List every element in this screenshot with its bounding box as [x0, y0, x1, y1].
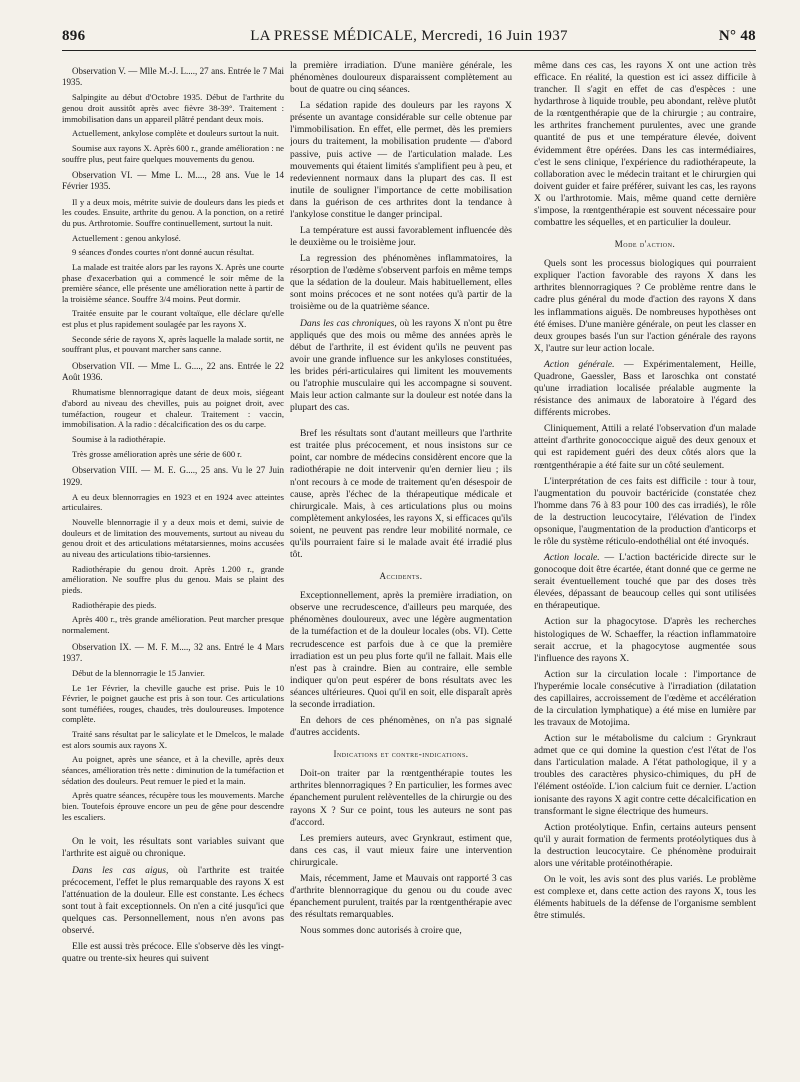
paragraph: même dans ces cas, les rayons X ont une action très efficace. En réalité, la question est ici assez difficile à trancher. Il s'agit en effet de cas d'espèces : une hydarthrose à liquide trouble, peu abondant, relève plutôt de la rœntgenthérapie que de la chirurgie ; au contraire, les arthrites franchement purulentes, avec une grande quantité de pus et une température élevée, doivent évidemment être opérées. Dans les cas intermédiaires, c'est le sens clinique, l'expérience du radiothérapeute, la collaboration avec le médecin traitant et le chirurgien qui doivent guider et faire préférer, suivant les cas, les rayons X ou l'arthrotomie. Mais, même quand cette dernière s'impose, la rœntgenthérapie est souvent nécessaire pour combattre les séquelles, et en particulier la douleur. — [534, 60, 756, 229]
paragraph: Début de la blennorragie le 15 Janvier. — [72, 667, 205, 678]
paragraph: Soumise aux rayons X. Après 600 r., grande amélioration : ne souffre plus, peut faire quelques mouvements du genou. — [62, 142, 284, 164]
paragraph: Actuellement, ankylose complète et douleurs surtout la nuit. — [72, 128, 279, 139]
paragraph: Seconde série de rayons X, après laquelle la malade sortit, ne souffrant plus, et pouvant marcher sans canne. — [62, 333, 284, 355]
paragraph: 9 séances d'ondes courtes n'ont donné aucun résultat. — [72, 247, 255, 258]
paragraph: Le 1er Février, la cheville gauche est prise. Puis le 10 Février, le poignet gauche est pris à son tour. Ces articulations sont tuméfiées, rouges, chaudes, très douloureuses. Impotence complète. — [62, 682, 284, 725]
paragraph: Mais, récemment, Jame et Mauvais ont rapporté 3 cas d'arthrite blennorragique du genou ou du coude avec épanchement purulent, traités par la rœntgenthérapie avec des résultats remarquables. — [290, 872, 512, 921]
observation-7-heading: Observation VII. — Mme L. G...., 22 ans. Entrée le 22 Août 1936. — [62, 361, 284, 383]
paragraph-text: — L'action bactéricide directe sur le gonocoque doit être écartée, étant donné que ce germe ne serait éventuellement touché que par des doses très élevées, dépassant de beaucoup celles qui sont utilisées en thérapeutique. — [534, 552, 756, 612]
paragraph: Très grosse amélioration après une série de 600 r. — [72, 448, 242, 459]
paragraph — [534, 552, 756, 612]
paragraph: La sédation rapide des douleurs par les rayons X présente un avantage considérable sur celle obtenue par l'immobilisation. En effet, elle permet, dès les premiers jours du traitement, la mobilisation prudente — d'abord passive, puis active — de l'articulation malade. Les mouvements qui étaient limités s'amplifient peu à peu, et redeviennent normaux dans la plupart des cas. Il est inutile de souligner l'importance de cette mobilisation dans la guérison de ces arthrites dont la tendance à l'ankylose constitue le danger principal. — [290, 100, 512, 220]
paragraph: Action protéolytique. Enfin, certains auteurs pensent qu'il y aurait formation de ferments protéolytiques dus à la destruction leucocytaire. Ce phénomène produirait alors une véritable protéinothérapie. — [534, 821, 756, 869]
paragraph: Les premiers auteurs, avec Grynkraut, estiment que, dans ces cas, il vaut mieux faire une intervention chirurgicale. — [290, 832, 512, 868]
section-heading-accidents: Accidents. — [379, 571, 423, 582]
paragraph: Radiothérapie des pieds. — [72, 599, 157, 610]
paragraph: La température est aussi favorablement influencée dès le deuxième ou le troisième jour. — [290, 225, 512, 249]
page-number: 896 — [62, 28, 86, 44]
paragraph — [290, 318, 512, 415]
paragraph: Soumise à la radiothérapie. — [72, 434, 166, 445]
italic-lead: Action locale. — [544, 552, 600, 564]
paragraph: Cliniquement, Attili a relaté l'observation d'un malade atteint d'arthrite gonococcique aiguë des deux genoux et qui est rapidement guéri des deux côtés alors que la rœntgenthérapie a été faite sur un côté seulement. — [534, 423, 756, 471]
italic-lead: Dans les cas chroniques, — [300, 317, 397, 329]
paragraph: Action sur la phagocytose. D'après les recherches histologiques de W. Schaeffer, la réaction inflammatoire serait accrue, et la phagocytose augmentée sous l'influence des rayons X. — [534, 616, 756, 664]
paragraph-text: où l'arthrite est traitée précocement, l'effet le plus remarquable des rayons X est l'atténuation de la douleur. Elle est constante. Les échecs sont tout à fait exceptionnels. On n'en a cité jusqu'ici que quelques cas. Personnellement, nous n'en avons pas observé. — [62, 864, 284, 936]
paragraph-text: — Expérimentalement, Heille, Quadrone, Gaessler, Bass et Iaroschka ont constaté qu'une irradiation localisée préalable augmente la résistance des animaux de laboratoire à l'égard des différents microbes. — [534, 358, 756, 419]
section-heading-indications: Indications et contre-indications. — [333, 749, 469, 760]
paragraph: En dehors de ces phénomènes, on n'a pas signalé d'autres accidents. — [290, 714, 512, 739]
issue-number: N° 48 — [718, 28, 756, 44]
paragraph: Elle est aussi très précoce. Elle s'observe dès les vingt-quatre ou trente-six heures qui suivent — [62, 941, 284, 965]
paragraph: Actuellement : genou ankylosé. — [72, 232, 181, 243]
paragraph: Nous sommes donc autorisés à croire que, — [300, 925, 462, 937]
paragraph — [62, 865, 284, 937]
paragraph: Il y a deux mois, métrite suivie de douleurs dans les pieds et les coudes. Ensuite, arthrite du genou. A la ponction, on a retiré du pus. Arthrotomie. Souffre continuellement, surtout la nuit. — [62, 196, 284, 228]
paragraph: L'interprétation de ces faits est difficile : tour à tour, l'augmentation du pouvoir bactéricide (constatée chez l'homme dans 76 à 83 pour 100 des cas irradiés), le rôle de la destruction leucocytaire, l'élévation de l'index opsonique, l'augmentation de la production d'anticorps et le rôle du système réticulo-endothélial ont été invoqués. — [534, 475, 756, 547]
paragraph: Salpingite au début d'Octobre 1935. Début de l'arthrite du genou droit aussitôt après avec fièvre 38-39°. Traitement : immobilisation dans un appareil plâtré pendant deux mois. — [62, 92, 284, 124]
paragraph: Rhumatisme blennorragique datant de deux mois, siégeant d'abord au niveau des chevilles, puis au poignet droit, avec tuméfaction, rougeur et chaleur. Traitement : vaccin, immobilisation. A la radio : décalcification des os du carpe. — [62, 387, 284, 430]
paragraph-text: où les rayons X n'ont pu être appliqués que des mois ou même des années après le début de l'arthrite, il est évident qu'ils ne peuvent pas avoir une grande influence sur les ankyloses constituées, les brides péri-articulaires qui limitent les mouvements ou l'atrophie musculaire qui les accompagne si souvent. Mais leur action calmante sur la douleur est notée dans la plupart des cas. — [290, 317, 512, 414]
paragraph: Radiothérapie du genou droit. Après 1.200 r., grande amélioration. Ne souffre plus du genou. Mais se plaint des pieds. — [62, 563, 284, 595]
paragraph: Bref les résultats sont d'autant meilleurs que l'arthrite est traitée plus précocement, et nous insistons sur ce point, car nombre de médecins considèrent encore que la radiothérapie ne doit intervenir qu'en dernier lieu ; ils n'ont recours à ce mode de traitement qu'en désespoir de cause, après l'échec de la thérapeutique médicale et chirurgicale. Mais, à ces articulations plus ou moins complètement ankylosées, les rayons X, si efficaces qu'ils soient, ne peuvent pas rendre leur mobilité normale, ce qu'ils pourraient faire si le malade avait été irradié plus tôt. — [290, 428, 512, 560]
paragraph: On le voit, les résultats sont variables suivant que l'arthrite est aiguë ou chronique. — [62, 836, 284, 860]
paragraph: Traité sans résultat par le salicylate et le Dmelcos, le malade est alors soumis aux rayons X. — [62, 729, 284, 750]
observation-5-heading: Observation V. — Mlle M.-J. L...., 27 ans. Entrée le 7 Mai 1935. — [62, 66, 284, 88]
paragraph: Doit-on traiter par la rœntgenthérapie toutes les arthrites blennorragiques ? En particulier, les formes avec épanchement purulent relèventelles de la chirurgie ou des rayons X ? Sur ce point, tous les auteurs ne sont pas d'accord. — [290, 768, 512, 828]
column-1 — [62, 60, 284, 1070]
paragraph: la première irradiation. D'une manière générale, les phénomènes douloureux disparaissent complètement au bout de quatre ou cinq séances. — [290, 60, 512, 96]
paragraph: On le voit, les avis sont des plus variés. Le problème est complexe et, dans cette action des rayons X, tous les éléments habituels de la défense de l'organisme semblent être stimulés. — [534, 874, 756, 922]
section-heading-mode-action: Mode d'action. — [614, 239, 676, 250]
observation-8-heading: Observation VIII. — M. E. G...., 25 ans. Vu le 27 Juin 1929. — [62, 465, 284, 487]
paragraph: La malade est traitée alors par les rayons X. Après une courte phase d'exacerbation qui a commencé le soir même de la première séance, elle présente une amélioration nette à partir de la troisième séance. Souffre 3/4 moins. Peut dormir. — [62, 261, 284, 304]
page-header — [62, 28, 756, 51]
italic-lead: Action générale. — [544, 358, 615, 370]
paragraph: Quels sont les processus biologiques qui pourraient expliquer l'action favorable des rayons X dans les arthrites blennorragiques ? Ce problème rentre dans le cadre plus général du mode d'action des rayons X dans les inflammations aiguës. De nombreuses hypothèses ont été émises. D'une manière générale, on peut les classer en deux groupes basés l'un sur l'action générale des rayons X, l'autre sur leur action locale. — [534, 258, 756, 354]
paragraph: Action sur la circulation locale : l'importance de l'hyperémie locale consécutive à l'irradiation (dilatation des capillaires, accroissement de l'œdème et accélération de la circulation lymphatique) a été mise en lumière par les travaux de Motojima. — [534, 668, 756, 729]
paragraph: Au poignet, après une séance, et à la cheville, après deux séances, amélioration très nette : diminution de la tuméfaction et sédation des douleurs. Peut remuer le pied et la main. — [62, 754, 284, 786]
journal-title: LA PRESSE MÉDICALE, Mercredi, 16 Juin 1937 — [250, 28, 568, 44]
paragraph: La regression des phénomènes inflammatoires, la résorption de l'œdème s'observent parfois en même temps que la sédation de la douleur. Mais habituellement, elles sont moins précoces et ne sont notées qu'à partir de la troisième ou de la quatrième séance. — [290, 253, 512, 313]
italic-lead: Dans les cas aigus, — [72, 864, 169, 876]
observation-9-heading: Observation IX. — M. F. M...., 32 ans. Entré le 4 Mars 1937. — [62, 641, 284, 663]
column-3 — [534, 60, 756, 1070]
paragraph — [534, 359, 756, 419]
observation-6-heading: Observation VI. — Mme L. M...., 28 ans. Vue le 14 Février 1935. — [62, 170, 284, 192]
paragraph: Traitée ensuite par le courant voltaïque, elle déclare qu'elle est plus et plus rapidement soulagée par les rayons X. — [62, 308, 284, 330]
paragraph: Nouvelle blennorragie il y a deux mois et demi, suivie de douleurs et de limitation des mouvements, surtout au niveau du genou droit et des articulations métatarsiennes, moins accusées au niveau des articulations tibio-tarsiennes. — [62, 516, 284, 559]
paragraph: Exceptionnellement, après la première irradiation, on observe une recrudescence, d'ailleurs peu marquée, des phénomènes douloureux, avec une légère augmentation de la tuméfaction et de la douleur locales (obs. VI). Cette recrudescence est parfois due à ce que la première irradiation est un peu plus forte qu'il ne fallait. Mais elle n'est pas à craindre. Bien au contraire, elle semble indiquer qu'on peut espérer de bons résultats avec les séances ultérieures. Quoi qu'il en soit, elle disparaît après la seconde irradiation. — [290, 590, 512, 710]
paragraph: Après quatre séances, récupère tous les mouvements. Marche bien. Toutefois éprouve encore un peu de gêne pour descendre les escaliers. — [62, 790, 284, 822]
column-2 — [290, 60, 512, 1070]
paragraph: A eu deux blennorragies en 1923 et en 1924 avec atteintes articulaires. — [62, 491, 284, 513]
paragraph: Action sur le métabolisme du calcium : Grynkraut admet que ce qui domine la question c'est l'état de l'os dans l'articulation malade. A l'état pathologique, il y a troubles des caractères physico-chimiques, du pH de l'élément ostéoïde. L'ion calcium fuit ce dernier. L'action ionisante des rayons X agit contre cette décalcification en transformant le signe électrique des humeurs. — [534, 733, 756, 817]
paragraph: Après 400 r., très grande amélioration. Peut marcher presque normalement. — [62, 614, 284, 635]
